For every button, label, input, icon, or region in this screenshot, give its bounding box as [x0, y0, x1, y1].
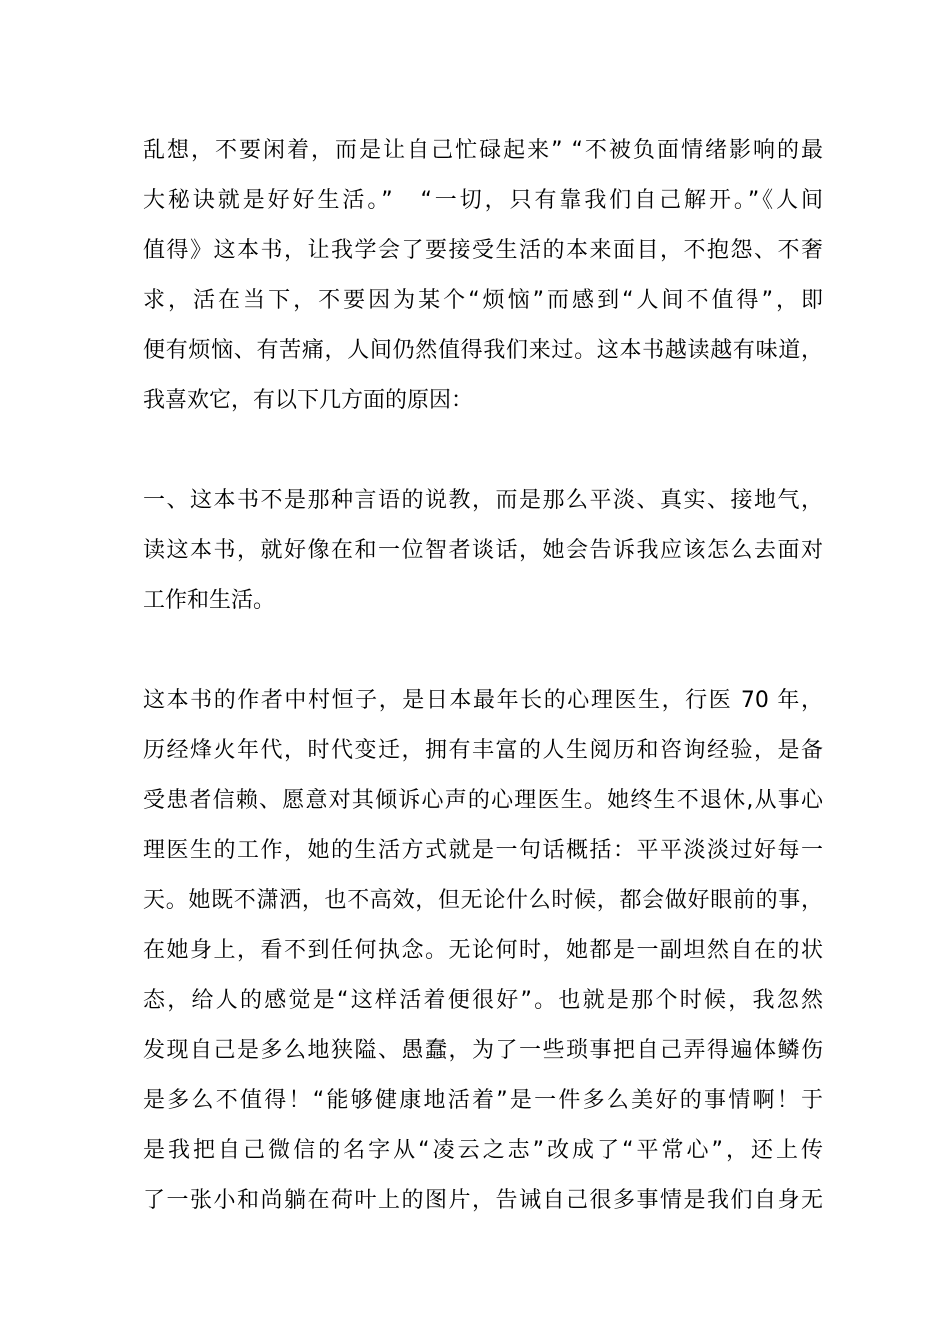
text-line: 这本书的作者中村恒子，是日本最年长的心理医生，行医 70 年，: [143, 688, 823, 713]
text-line: 是我把自己微信的名字从“凌云之志”改成了“平常心”，还上传: [143, 1138, 823, 1163]
text-line: 历经烽火年代，时代变迁，拥有丰富的人生阅历和咨询经验，是备: [143, 738, 823, 763]
paragraph-spacer: [143, 426, 823, 476]
text-line: 乱想，不要闲着，而是让自己忙碌起来” “不被负面情绪影响的最: [143, 138, 823, 163]
text-line: 理医生的工作，她的生活方式就是一句话概括：平平淡淡过好每一: [143, 838, 823, 863]
text-line: 便有烦恼、有苦痛，人间仍然值得我们来过。这本书越读越有味道，: [143, 338, 823, 363]
paragraph-spacer: [143, 626, 823, 676]
document-body: [143, 126, 823, 1226]
text-line: 是多么不值得！“能够健康地活着”是一件多么美好的事情啊！于: [143, 1088, 823, 1113]
text-line: 在她身上，看不到任何执念。无论何时，她都是一副坦然自在的状: [143, 938, 823, 963]
text-line: 态，给人的感觉是“这样活着便很好”。也就是那个时候，我忽然: [143, 988, 823, 1013]
paragraph-2: [143, 476, 823, 626]
text-line: 值得》这本书，让我学会了要接受生活的本来面目，不抱怨、不奢: [143, 238, 823, 263]
text-line: 我喜欢它，有以下几方面的原因：: [143, 388, 474, 413]
text-line: 读这本书，就好像在和一位智者谈话，她会告诉我应该怎么去面对: [143, 538, 823, 563]
text-line: 发现自己是多么地狭隘、愚蠢，为了一些琐事把自己弄得遍体鳞伤: [143, 1038, 823, 1063]
text-line: 求，活在当下，不要因为某个“烦恼”而感到“人间不值得”，即: [143, 288, 823, 313]
paragraph-3: [143, 676, 823, 1226]
text-line: 大秘诀就是好好生活。” “一切，只有靠我们自己解开。”《人间: [143, 188, 823, 213]
text-line: 工作和生活。: [143, 588, 276, 613]
paragraph-1: [143, 126, 823, 426]
text-line: 了一张小和尚躺在荷叶上的图片，告诫自己很多事情是我们自身无: [143, 1188, 823, 1213]
text-line: 一、这本书不是那种言语的说教，而是那么平淡、真实、接地气，: [143, 488, 823, 513]
text-line: 受患者信赖、愿意对其倾诉心声的心理医生。她终生不退休,从事心: [143, 788, 823, 813]
text-line: 天。她既不潇洒，也不高效，但无论什么时候，都会做好眼前的事，: [143, 888, 823, 913]
